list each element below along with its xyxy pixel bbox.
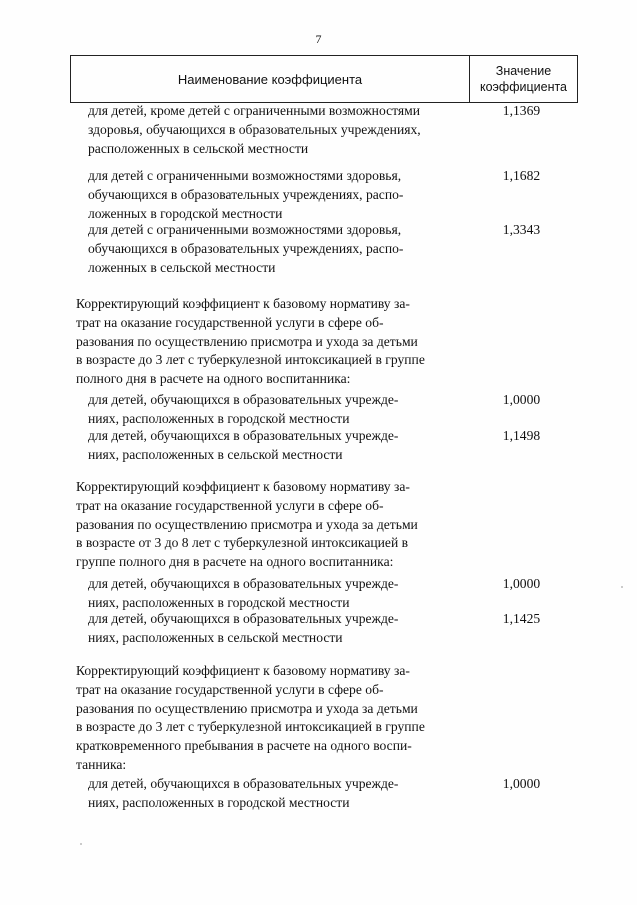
row-line: Корректирующий коэффициент к базовому нормативу за- <box>76 479 410 494</box>
row-line: ниях, расположенных в городской местности <box>88 594 350 610</box>
row-line: обучающихся в образовательных учреждениях, распо- <box>88 240 404 256</box>
row-text <box>76 575 464 613</box>
page-number: 7 <box>315 32 322 46</box>
row-line: для детей с ограниченными возможностями здоровья, <box>88 222 402 237</box>
row-line: для детей, кроме детей с ограниченными возможностями <box>88 103 421 118</box>
coefficient-value: 1,0000 <box>502 576 541 591</box>
row-line: ниях, расположенных в сельской местности <box>88 629 343 645</box>
coefficient-heading <box>76 295 464 389</box>
row-text <box>76 775 464 813</box>
row-line: группе полного дня в расчете на одного воспитанника: <box>76 554 394 570</box>
row-line: трат на оказание государственной услуги в сфере об- <box>76 681 384 697</box>
row-text <box>76 102 464 158</box>
row-text <box>76 610 464 648</box>
coefficient-value: 1,1369 <box>502 103 541 118</box>
row-line: трат на оказание государственной услуги в сфере об- <box>76 497 384 513</box>
row-line: разования по осуществлению присмотра и ухода за детьми <box>76 333 418 349</box>
coefficient-value: 1,0000 <box>502 392 541 407</box>
table-header <box>70 55 578 103</box>
coefficient-heading <box>76 478 464 572</box>
row-line: полного дня в расчете на одного воспитанника: <box>76 371 351 387</box>
row-line: трат на оказание государственной услуги в сфере об- <box>76 314 384 330</box>
header-value-line2: коэффициента <box>479 80 568 94</box>
row-line: Корректирующий коэффициент к базовому нормативу за- <box>76 296 410 311</box>
row-line: кратковременного пребывания в расчете на одного воспи- <box>76 738 412 754</box>
scan-speck <box>80 843 82 845</box>
row-line: здоровья, обучающихся в образовательных учреждениях, <box>88 121 421 137</box>
header-value-line1: Значение <box>495 64 552 78</box>
row-line: ложенных в городской местности <box>88 205 283 221</box>
header-name-column: Наименование коэффициента <box>71 56 470 102</box>
row-line: в возрасте до 3 лет с туберкулезной интоксикацией в группе <box>76 352 425 368</box>
row-line: в возрасте от 3 до 8 лет с туберкулезной интоксикацией в <box>76 535 409 551</box>
coefficient-heading <box>76 662 464 775</box>
row-line: ниях, расположенных в городской местности <box>88 410 350 426</box>
scan-speck <box>621 586 623 588</box>
row-text <box>76 167 464 223</box>
row-line: для детей, обучающихся в образовательных учрежде- <box>88 428 399 443</box>
coefficient-value: 1,1682 <box>502 168 541 183</box>
coefficient-value: 1,0000 <box>502 776 541 791</box>
row-line: Корректирующий коэффициент к базовому нормативу за- <box>76 663 410 678</box>
row-line: для детей, обучающихся в образовательных учрежде- <box>88 611 399 626</box>
row-line: ниях, расположенных в сельской местности <box>88 446 343 462</box>
row-line: для детей, обучающихся в образовательных учрежде- <box>88 776 399 791</box>
row-line: в возрасте до 3 лет с туберкулезной интоксикацией в группе <box>76 719 425 735</box>
coefficient-value: 1,1498 <box>502 428 541 443</box>
row-text <box>76 221 464 277</box>
row-line: танника: <box>76 756 127 772</box>
header-value-column <box>470 56 577 102</box>
row-text <box>76 391 464 429</box>
row-line: разования по осуществлению присмотра и ухода за детьми <box>76 700 418 716</box>
row-line: разования по осуществлению присмотра и ухода за детьми <box>76 516 418 532</box>
row-line: ниях, расположенных в городской местности <box>88 794 350 810</box>
row-text <box>76 427 464 465</box>
row-line: для детей с ограниченными возможностями здоровья, <box>88 168 402 183</box>
row-line: для детей, обучающихся в образовательных учрежде- <box>88 576 399 591</box>
coefficient-value: 1,1425 <box>502 611 541 626</box>
row-line: ложенных в сельской местности <box>88 259 276 275</box>
row-line: для детей, обучающихся в образовательных учрежде- <box>88 392 399 407</box>
row-line: расположенных в сельской местности <box>88 140 309 156</box>
row-line: обучающихся в образовательных учреждениях, распо- <box>88 186 404 202</box>
coefficient-value: 1,3343 <box>502 222 541 237</box>
